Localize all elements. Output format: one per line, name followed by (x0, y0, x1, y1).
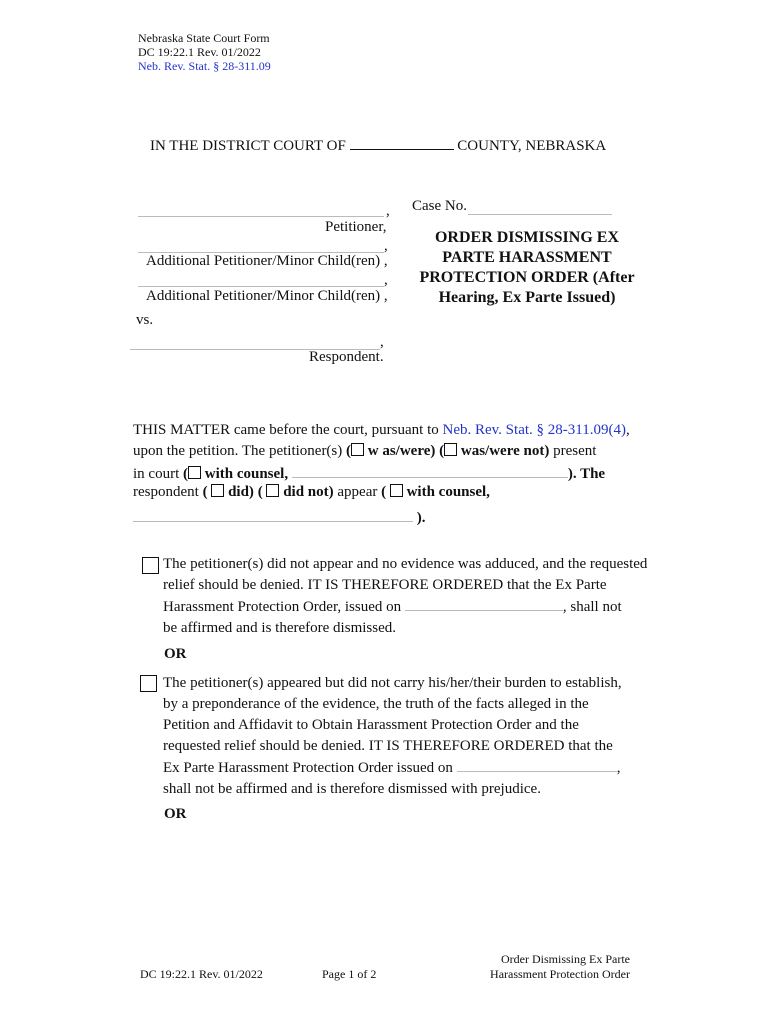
respondent-counsel-field[interactable] (133, 507, 413, 522)
option2-issued-date-field[interactable] (457, 757, 617, 772)
footer-title-line-1: Order Dismissing Ex Parte (501, 952, 630, 966)
additional-petitioner-field-2[interactable] (138, 272, 384, 287)
additional-petitioner-field-1[interactable] (138, 238, 384, 253)
court-prefix: IN THE DISTRICT COURT OF (150, 138, 346, 154)
statute-link[interactable]: Neb. Rev. Stat. § 28-311.09 (138, 59, 271, 73)
option2-line-6: shall not be affirmed and is therefore dismissed with prejudice. (163, 781, 541, 797)
petitioner-label: Petitioner, (325, 219, 387, 235)
petitioner-with-counsel-checkbox[interactable] (188, 466, 201, 479)
county-field[interactable] (350, 135, 454, 150)
or-label-1: OR (164, 646, 187, 662)
case-no-label: Case No. (412, 198, 467, 214)
matter-line-1: THIS MATTER came before the court, pursuant to Neb. Rev. Stat. § 28-311.09(4), (133, 422, 630, 438)
option1-checkbox[interactable] (142, 557, 159, 574)
additional-petitioner-label-1: Additional Petitioner/Minor Child(ren) , (146, 253, 388, 269)
matter-line-4: respondent ( did) ( did not) appear ( with counsel, (133, 484, 490, 500)
option1-line-4: be affirmed and is therefore dismissed. (163, 620, 396, 636)
form-header (138, 31, 271, 73)
option2-checkbox[interactable] (140, 675, 157, 692)
respondent-comma: , (380, 334, 384, 350)
option2-line-5: Ex Parte Harassment Protection Order issued on , (163, 757, 622, 779)
respondent-field[interactable] (130, 335, 380, 350)
form-id: DC 19:22.1 Rev. 01/2022 (138, 45, 261, 59)
court-line (150, 135, 606, 155)
court-suffix: COUNTY, NEBRASKA (457, 138, 607, 154)
option1-line-1: The petitioner(s) did not appear and no evidence was adduced, and the requested (163, 556, 648, 572)
matter-line-2: upon the petition. The petitioner(s) ( w as/were) ( was/were not) present (133, 443, 597, 459)
option1-issued-date-field[interactable] (405, 596, 563, 611)
petitioner-field[interactable] (138, 202, 384, 217)
statute-reference-link[interactable]: Neb. Rev. Stat. § 28-311.09(4) (442, 422, 626, 438)
petitioner-comma: , (386, 203, 390, 219)
option2-line-1: The petitioner(s) appeared but did not carry his/her/their burden to establish, (163, 675, 622, 691)
respondent-did-not-checkbox[interactable] (266, 484, 279, 497)
matter-line-5: ). (133, 507, 426, 527)
was-were-checkbox[interactable] (351, 443, 364, 456)
additional-petitioner-comma-2a: , (384, 272, 388, 288)
vs-label: vs. (136, 312, 154, 328)
option2-line-4: requested relief should be denied. IT IS THEREFORE ORDERED that the (163, 738, 613, 754)
option2-line-2: by a preponderance of the evidence, the truth of the facts alleged in the (163, 696, 589, 712)
respondent-label: Respondent. (309, 349, 384, 365)
option1-line-3: Harassment Protection Order, issued on , shall not (163, 596, 647, 618)
footer-form-id: DC 19:22.1 Rev. 01/2022 (140, 967, 263, 981)
respondent-with-counsel-checkbox[interactable] (390, 484, 403, 497)
footer-title (470, 952, 630, 982)
footer-page-number: Page 1 of 2 (322, 967, 377, 981)
petitioner-counsel-field[interactable] (292, 463, 568, 478)
matter-line-3: in court ( with counsel, ). The (133, 463, 605, 483)
was-were-not-checkbox[interactable] (444, 443, 457, 456)
or-label-2: OR (164, 806, 187, 822)
option1-line-2: relief should be denied. IT IS THEREFORE ORDERED that the Ex Parte (163, 577, 607, 593)
option2-text (163, 673, 622, 800)
option1-text (163, 554, 647, 639)
respondent-did-checkbox[interactable] (211, 484, 224, 497)
additional-petitioner-label-2: Additional Petitioner/Minor Child(ren) , (146, 288, 388, 304)
additional-petitioner-comma-1a: , (384, 238, 388, 254)
order-title: ORDER DISMISSING EX PARTE HARASSMENT PROTECTION ORDER (After Hearing, Ex Parte Issued) (419, 229, 635, 306)
case-no-field[interactable] (468, 200, 612, 215)
option2-line-3: Petition and Affidavit to Obtain Harassment Protection Order and the (163, 717, 579, 733)
form-name: Nebraska State Court Form (138, 31, 270, 45)
footer-title-line-2: Harassment Protection Order (490, 967, 630, 981)
